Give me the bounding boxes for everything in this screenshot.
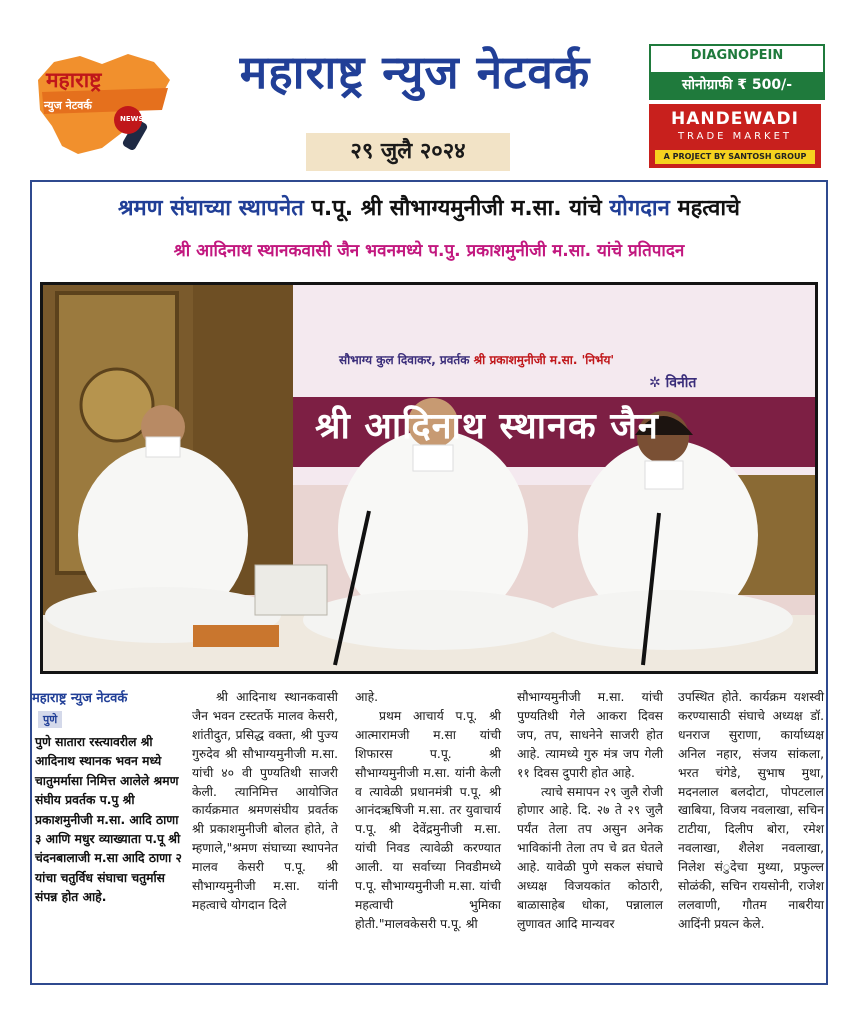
banner-big-text: श्री आदिनाथ स्थानक जैन	[315, 406, 659, 447]
monks-stage-illustration	[43, 285, 815, 671]
logo-title: महाराष्ट्र	[46, 68, 102, 92]
sonography-offer: सोनोग्राफी ₹ 500/-	[651, 72, 823, 98]
issue-date: २९ जुलै २०२४	[306, 133, 510, 171]
diagnopein-ad[interactable]	[649, 44, 825, 100]
dateline-place: पुणे	[38, 711, 62, 728]
column-paragraph: आहे.	[355, 690, 379, 704]
article-headline	[32, 192, 826, 222]
banner-small-name: श्री प्रकाशमुनीजी म.सा. 'निर्भय'	[473, 353, 615, 367]
handewadi-name: HANDEWADI	[671, 109, 799, 129]
headline-part-2: प.पू. श्री सौभाग्यमुनीजी म.सा. यांचे	[303, 196, 610, 221]
mic-label: NEWS	[120, 115, 144, 123]
column-paragraph: सौभाग्यमुनीजी म.सा. यांची पुण्यतिथी गेले आकरा दिवस जप, तप, साधनेने साजरी होत आहे. त्यामध्ये गुरु मंत्र जप गेली ११ दिवस दुपारी होत आहे.	[517, 690, 663, 780]
article-column-3	[517, 688, 663, 934]
headline-part-3: योगदान	[609, 196, 670, 221]
handewadi-tagline: TRADE MARKET	[677, 131, 793, 142]
banner-small-prefix: सौभाग्य कुल दिवाकर, प्रवर्तक	[339, 353, 474, 367]
article-subheadline: श्री आदिनाथ स्थानकवासी जैन भवनमध्ये प.पु. प्रकाशमुनीजी म.सा. यांचे प्रतिपादन	[173, 241, 685, 261]
article-column-2	[355, 688, 501, 934]
column-paragraph: श्री आदिनाथ स्थानकवासी जैन भवन टस्टतर्फे मालव केसरी, शांतीदुत, प्रसिद्ध वक्ता, श्री पुज्य गुरुदेव श्री सौभाग्यमुनीजी म.सा. यांची ४० वी पुण्यतिथी साजरी केली. त्यानिमित्त आयोजित कार्यक्रमात श्रमणसंघीय प्रवर्तक श्री प्रकाशमुनीजी बोलत होते, ते म्हणाले,"श्रमण संघाच्या स्थापनेत मालव केसरी प.पू. श्री सौभाग्यमुनीजी म.सा. यांनी महत्वाचे योगदान दिले	[192, 690, 338, 912]
diagnopein-brand: DIAGNOPEIN	[690, 48, 784, 63]
handewadi-project: A PROJECT BY SANTOSH GROUP	[655, 150, 815, 164]
banner-small-text	[339, 351, 614, 368]
masthead-title: महाराष्ट्र न्युज नेटवर्क	[239, 45, 591, 99]
article-column-4	[678, 688, 824, 934]
handewadi-ad[interactable]	[649, 104, 821, 168]
column-paragraph: उपस्थित होते. कार्यक्रम यशस्वी करण्यासाठी संघाचे अध्यक्ष डॉ. धनराज सुराणा, कार्याध्यक्ष अनिल नहार, संजय सांकला, भरत चंगेडे, सुभाष मुथा, मदनलाल बलदोटा, पोपटलाल खाबिया, विजय नवलाखा, सचिन टाटीया, दिलीप बोरा, रमेश नवलाखा, शैलेश नवलाखा, निलेश संुदेचा मुथ्या, प्रफुल्ल सोळंकी, सचिन रायसोनी, राजेश ललवाणी, गौतम नाबरीया आदिंनी प्रयत्न केले.	[678, 690, 824, 931]
event-photo	[40, 282, 818, 674]
article-byline: महाराष्ट्र न्युज नेटवर्क	[32, 691, 128, 706]
logo-subtitle: न्युज नेटवर्क	[44, 99, 92, 112]
headline-part-1: श्रमण संघाच्या स्थापनेत	[117, 196, 304, 221]
headline-part-4: महत्वाचे	[669, 196, 741, 221]
masthead-logo	[32, 50, 174, 160]
banner-vinit-text: ✲ विनीत	[649, 375, 697, 391]
article-column-1	[192, 688, 338, 915]
column-paragraph: प्रथम आचार्य प.पू. श्री आत्मारामजी म.सा यांची शिफारस प.पू. श्री सौभाग्यमुनीजी म.सा. यांनी केली व त्यावेळी प्रधानमंत्री प.पू. श्री आनंदऋषिजी म.सा. तर युवाचार्य प.पू. श्री देवेंद्रमुनीजी म.सा. यांची निवड त्यावेळी करण्यात आली. या सर्वाच्या निवडीमध्ये प.पू. सौभाग्यमुनीजी म.सा. यांची महत्वाची भुमिका होती."मालवकेसरी प.पू. श्री	[355, 708, 501, 931]
column-paragraph: त्याचे समापन २९ जुलै रोजी होणार आहे. दि. २७ ते २९ जुलै पर्यंत तेला तप असुन अनेक भाविकांनी तेला तप चे व्रत घेतले आहे. यावेळी पुणे सकल संघाचे अध्यक्ष विजयकांत कोठारी, बाळासाहेब धोका, पन्नालाल लुणावत आदि मान्यवर	[517, 784, 663, 931]
article-lede: पुणे सातारा रस्त्यावरील श्री आदिनाथ स्थानक भवन मध्ये चातुमर्मासा निमित्त आलेले श्रमण संघीय प्रवर्तक प.पु श्री प्रकाशमुनीजी म.सा. आदि ठाणा ३ आणि मधुर व्याख्याता प.पू श्री चंदनबालाजी म.सा आदि ठाणा २ यांचा चतुर्विध संघाचा चतुर्मास संपन्न होत आहे.	[35, 735, 182, 905]
